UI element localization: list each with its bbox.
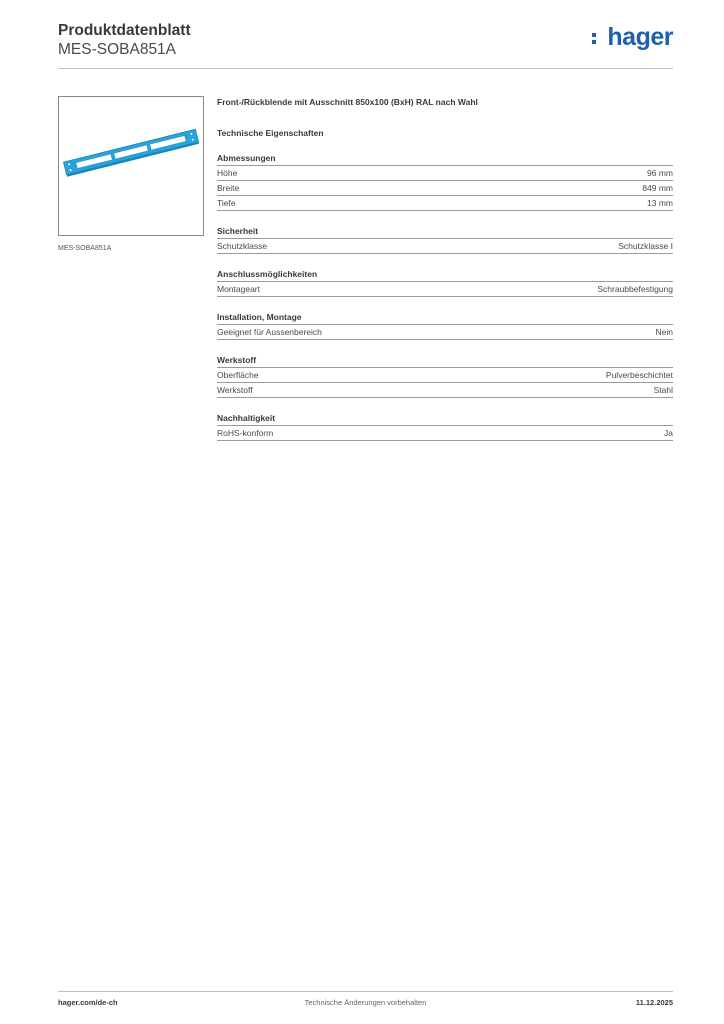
spec-row xyxy=(217,239,673,254)
spec-value: 96 mm xyxy=(647,168,673,178)
spec-label: Oberfläche xyxy=(217,370,259,380)
spec-label: Tiefe xyxy=(217,198,236,208)
spec-value: Ja xyxy=(664,428,673,438)
header-divider xyxy=(58,68,673,69)
product-code: MES-SOBA851A xyxy=(58,41,177,58)
spec-value: Pulverbeschichtet xyxy=(605,370,673,380)
footer-date: 11.12.2025 xyxy=(635,998,673,1007)
spec-label: Schutzklasse xyxy=(217,241,268,251)
page-header xyxy=(58,22,673,60)
spec-label: Geeignet für Aussenbereich xyxy=(217,327,322,337)
spec-label: Werkstoff xyxy=(217,385,253,395)
spec-row xyxy=(217,325,673,340)
spec-value: Schraubbefestigung xyxy=(597,284,673,294)
spec-label: Höhe xyxy=(217,168,238,178)
spec-value: Stahl xyxy=(653,385,673,395)
spec-row xyxy=(217,383,673,398)
spec-row xyxy=(217,368,673,383)
spec-value: Nein xyxy=(655,327,673,337)
spec-label: Breite xyxy=(217,183,240,193)
footer-website-link[interactable]: hager.com/de-ch xyxy=(58,998,118,1007)
spec-row xyxy=(217,282,673,297)
spec-row xyxy=(217,181,673,196)
spec-group-title: Sicherheit xyxy=(217,225,673,239)
spec-label: RoHS-konform xyxy=(217,428,274,438)
product-image-frame xyxy=(58,96,204,236)
spec-content xyxy=(217,96,673,441)
hager-logo xyxy=(591,23,673,52)
spec-group-installation xyxy=(217,311,673,340)
spec-group-connection xyxy=(217,268,673,297)
spec-group-title: Installation, Montage xyxy=(217,311,673,325)
product-image-caption: MES-SOBA851A xyxy=(58,245,112,252)
spec-group-title: Werkstoff xyxy=(217,354,673,368)
logo-dots-icon xyxy=(592,33,598,47)
logo-wordmark: hager xyxy=(607,23,673,51)
spec-row xyxy=(217,196,673,211)
section-heading: Technische Eigenschaften xyxy=(217,128,324,138)
footer-divider xyxy=(58,991,673,992)
document-title: Produktdatenblatt xyxy=(58,22,191,39)
spec-value: 849 mm xyxy=(642,183,673,193)
spec-value: 13 mm xyxy=(647,198,673,208)
product-description: Front-/Rückblende mit Ausschnitt 850x100 (BxH) RAL nach Wahl xyxy=(217,97,478,107)
spec-label: Montageart xyxy=(217,284,260,294)
spec-group-safety xyxy=(217,225,673,254)
spec-row xyxy=(217,166,673,181)
spec-group-dimensions xyxy=(217,152,673,211)
spec-value: Schutzklasse I xyxy=(618,241,673,251)
spec-group-material xyxy=(217,354,673,398)
spec-row xyxy=(217,426,673,441)
spec-group-title: Abmessungen xyxy=(217,152,673,166)
footer-disclaimer: Technische Änderungen vorbehalten xyxy=(304,998,427,1007)
cover-plate-image xyxy=(59,97,203,235)
spec-group-title: Anschlussmöglichkeiten xyxy=(217,268,673,282)
spec-group-sustainability xyxy=(217,412,673,441)
spec-group-title: Nachhaltigkeit xyxy=(217,412,673,426)
